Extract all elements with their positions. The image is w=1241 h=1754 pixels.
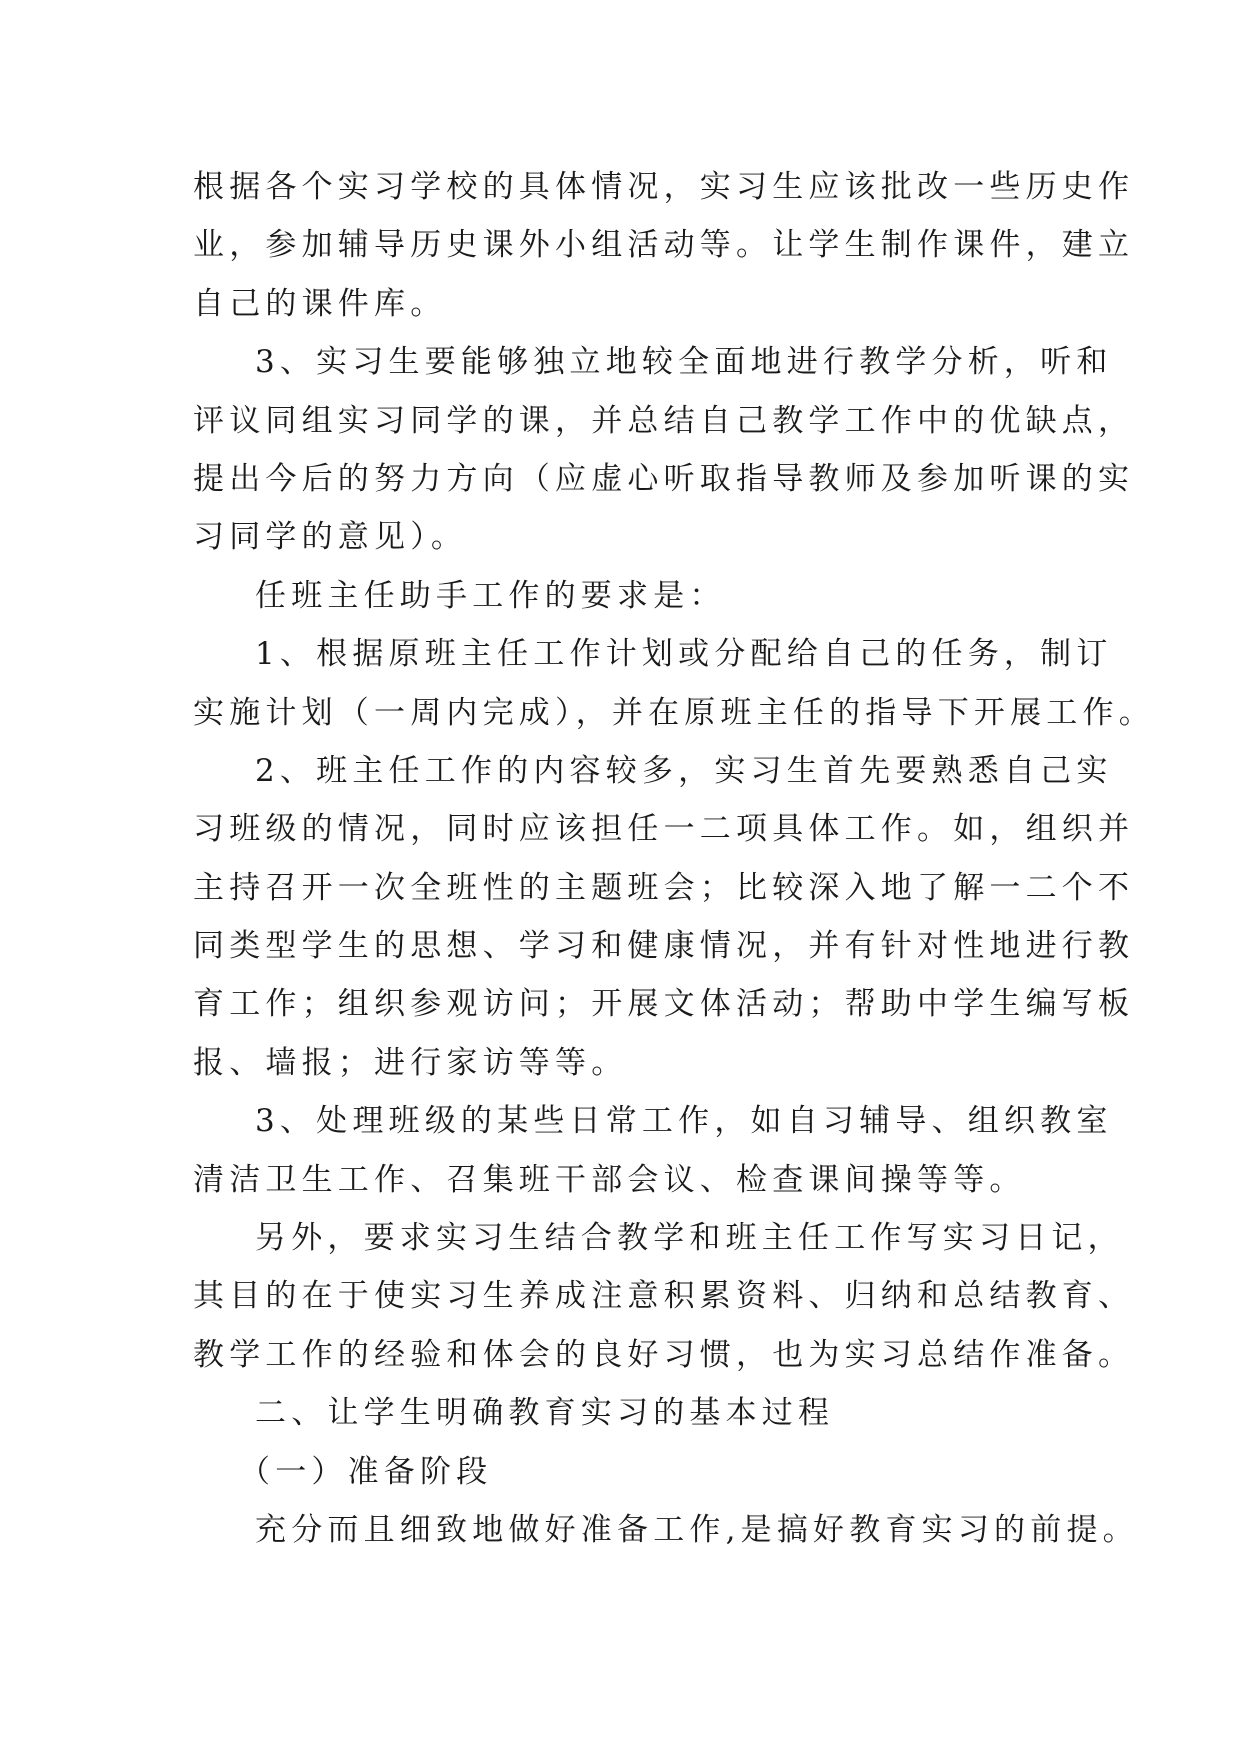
text-line: 清洁卫生工作、召集班干部会议、检查课间操等等。 [193, 1161, 1026, 1198]
text-line: 实施计划（一周内完成），并在原班主任的指导下开展工作。 [193, 694, 1155, 731]
paragraph-start-line: 充分而且细致地做好准备工作,是搞好教育实习的前提。 [255, 1511, 1139, 1548]
paragraph-start-line: 另外，要求实习生结合教学和班主任工作写实习日记， [255, 1220, 1124, 1257]
text-line: 业，参加辅导历史课外小组活动等。让学生制作课件，建立 [193, 227, 1135, 264]
text-line: 习班级的情况，同时应该担任一二项具体工作。如，组织并 [193, 811, 1135, 848]
paragraph-start-line: 2、班主任工作的内容较多，实习生首先要熟悉自己实 [255, 752, 1113, 789]
text-line: 报、墙报；进行家访等等。 [193, 1044, 628, 1081]
subsection-heading-line: （一）准备阶段 [239, 1453, 493, 1490]
paragraph-start-line: 3、实习生要能够独立地较全面地进行教学分析，听和 [255, 344, 1113, 381]
text-line: 习同学的意见）。 [193, 519, 468, 556]
section-heading-line: 任班主任助手工作的要求是： [255, 577, 726, 614]
section-heading-line: 二、让学生明确教育实习的基本过程 [255, 1395, 835, 1432]
text-line: 自己的课件库。 [193, 285, 447, 322]
text-line: 教学工作的经验和体会的良好习惯，也为实习总结作准备。 [193, 1336, 1135, 1373]
text-line: 根据各个实习学校的具体情况，实习生应该批改一些历史作 [193, 169, 1135, 205]
paragraph-start-line: 3、处理班级的某些日常工作，如自习辅导、组织教室 [255, 1103, 1113, 1140]
text-line: 评议同组实习同学的课，并总结自己教学工作中的优缺点， [193, 402, 1135, 439]
paragraph-start-line: 1、根据原班主任工作计划或分配给自己的任务，制订 [255, 636, 1113, 673]
text-line: 其目的在于使实习生养成注意积累资料、归纳和总结教育、 [193, 1278, 1135, 1315]
text-line: 提出今后的努力方向（应虚心听取指导教师及参加听课的实 [193, 460, 1135, 497]
text-line: 主持召开一次全班性的主题班会；比较深入地了解一二个不 [193, 869, 1135, 906]
text-line: 同类型学生的思想、学习和健康情况，并有针对性地进行教 [193, 928, 1135, 965]
document-body [193, 158, 1155, 1559]
text-line: 育工作；组织参观访问；开展文体活动；帮助中学生编写板 [193, 986, 1135, 1023]
